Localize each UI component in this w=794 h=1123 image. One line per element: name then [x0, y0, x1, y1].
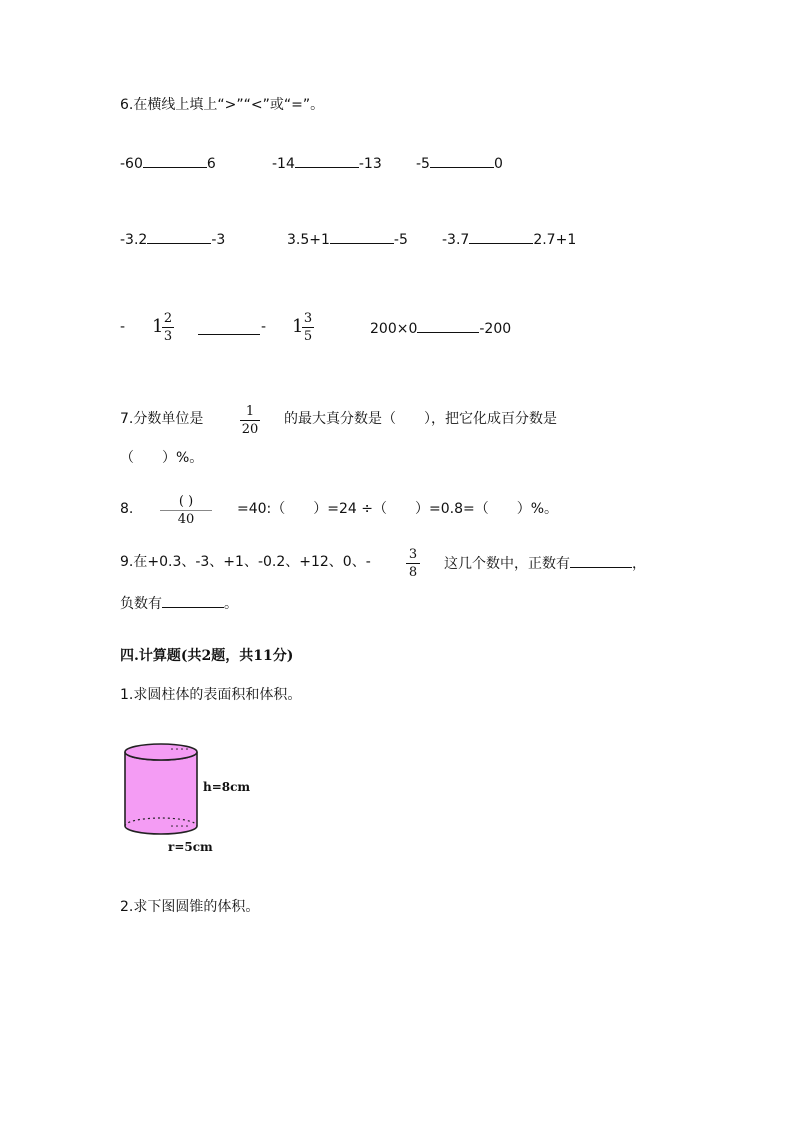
answer-blank[interactable]: [330, 231, 394, 244]
denominator: 8: [408, 565, 418, 580]
q6-row2-item1: [120, 231, 225, 247]
q7-fraction: [240, 405, 260, 436]
fraction-bar: [406, 563, 420, 564]
q9-end-punct: ，: [632, 556, 646, 572]
fraction-bar: [240, 420, 260, 421]
q7-line2: （ ）%。: [120, 450, 204, 466]
q6-row2-item3: [442, 231, 576, 247]
right-operand: 6: [206, 156, 216, 172]
section-heading: 四.计算题(共2题，共11分): [120, 648, 294, 664]
answer-blank[interactable]: [143, 155, 207, 168]
right-operand: 2.7+1: [533, 232, 577, 248]
numerator: 1: [245, 404, 255, 419]
left-operand: -3.7: [442, 232, 470, 248]
dot: [171, 748, 173, 750]
denominator: 5: [303, 329, 313, 344]
dot: [171, 825, 173, 827]
q8-fraction: [160, 495, 212, 526]
q6-row1-item3: [416, 155, 503, 171]
q9-prefix: 9.在+0.3、-3、+1、-0.2、+12、0、-: [120, 554, 371, 570]
q9-line2: [120, 595, 238, 611]
dot: [176, 748, 178, 750]
right-operand: -13: [358, 156, 382, 172]
left-operand: -14: [272, 156, 295, 172]
q9-line2-text: 负数有: [120, 596, 162, 612]
answer-blank[interactable]: [469, 231, 533, 244]
answer-blank[interactable]: [417, 320, 479, 333]
answer-blank[interactable]: [162, 595, 224, 608]
q7-prefix: 7.分数单位是: [120, 411, 204, 427]
right-operand: -3: [211, 232, 226, 248]
height-label: h=8cm: [203, 780, 251, 794]
numerator: 3: [408, 547, 418, 562]
radius-label: r=5cm: [168, 840, 213, 854]
mixed-number-whole: 1: [292, 316, 304, 337]
q9-fraction: [406, 548, 420, 579]
q6-row2-item2: [287, 231, 408, 247]
q6-row3-item2: [370, 320, 511, 336]
left-operand: -5: [416, 156, 430, 172]
q9-suffix-line: [444, 555, 646, 571]
answer-blank[interactable]: [198, 322, 260, 335]
numerator: 3: [303, 311, 313, 326]
right-operand: 0: [493, 156, 503, 172]
mixed-number-whole: 1: [152, 316, 164, 337]
dot: [176, 825, 178, 827]
dot: [181, 825, 183, 827]
left-operand: 200×0: [370, 321, 418, 337]
denominator: 40: [177, 512, 195, 527]
left-operand: 3.5+1: [287, 232, 330, 248]
q6-row1-item1: [120, 155, 216, 171]
dot: [181, 748, 183, 750]
minus-sign: -: [261, 319, 267, 335]
cylinder-body: [125, 752, 197, 834]
calc-q1: 1.求圆柱体的表面积和体积。: [120, 687, 302, 703]
q9-suffix: 这几个数中，正数有: [444, 556, 570, 572]
dot: [186, 825, 188, 827]
answer-blank[interactable]: [430, 155, 494, 168]
q8-prefix: 8.: [120, 501, 134, 517]
cylinder-top: [125, 744, 197, 760]
answer-blank[interactable]: [295, 155, 359, 168]
denominator: 3: [163, 329, 173, 344]
dot: [186, 748, 188, 750]
q7-suffix: 的最大真分数是（ ），把它化成百分数是: [284, 411, 557, 427]
numerator: ( ): [178, 494, 194, 509]
q8-suffix: =40:（ ）=24 ÷（ ）=0.8=（ ）%。: [237, 501, 559, 517]
calc-q2: 2.求下图圆锥的体积。: [120, 899, 260, 915]
fraction-bar: [160, 510, 212, 511]
fraction-bar: [162, 327, 174, 328]
answer-blank[interactable]: [147, 231, 211, 244]
q6-row1-item2: [272, 155, 382, 171]
left-operand: -60: [120, 156, 143, 172]
right-operand: -200: [479, 321, 512, 337]
numerator: 2: [163, 311, 173, 326]
denominator: 20: [241, 422, 259, 437]
mixed-number-fraction: [162, 312, 174, 343]
right-operand: -5: [393, 232, 408, 248]
left-operand: -3.2: [120, 232, 148, 248]
mixed-number-fraction: [302, 312, 314, 343]
minus-sign: -: [120, 319, 126, 335]
q9-line2-end: 。: [224, 596, 238, 612]
answer-blank[interactable]: [570, 555, 632, 568]
q6-prompt: 6.在横线上填上“>”“<”或“=”。: [120, 97, 325, 113]
fraction-bar: [302, 327, 314, 328]
